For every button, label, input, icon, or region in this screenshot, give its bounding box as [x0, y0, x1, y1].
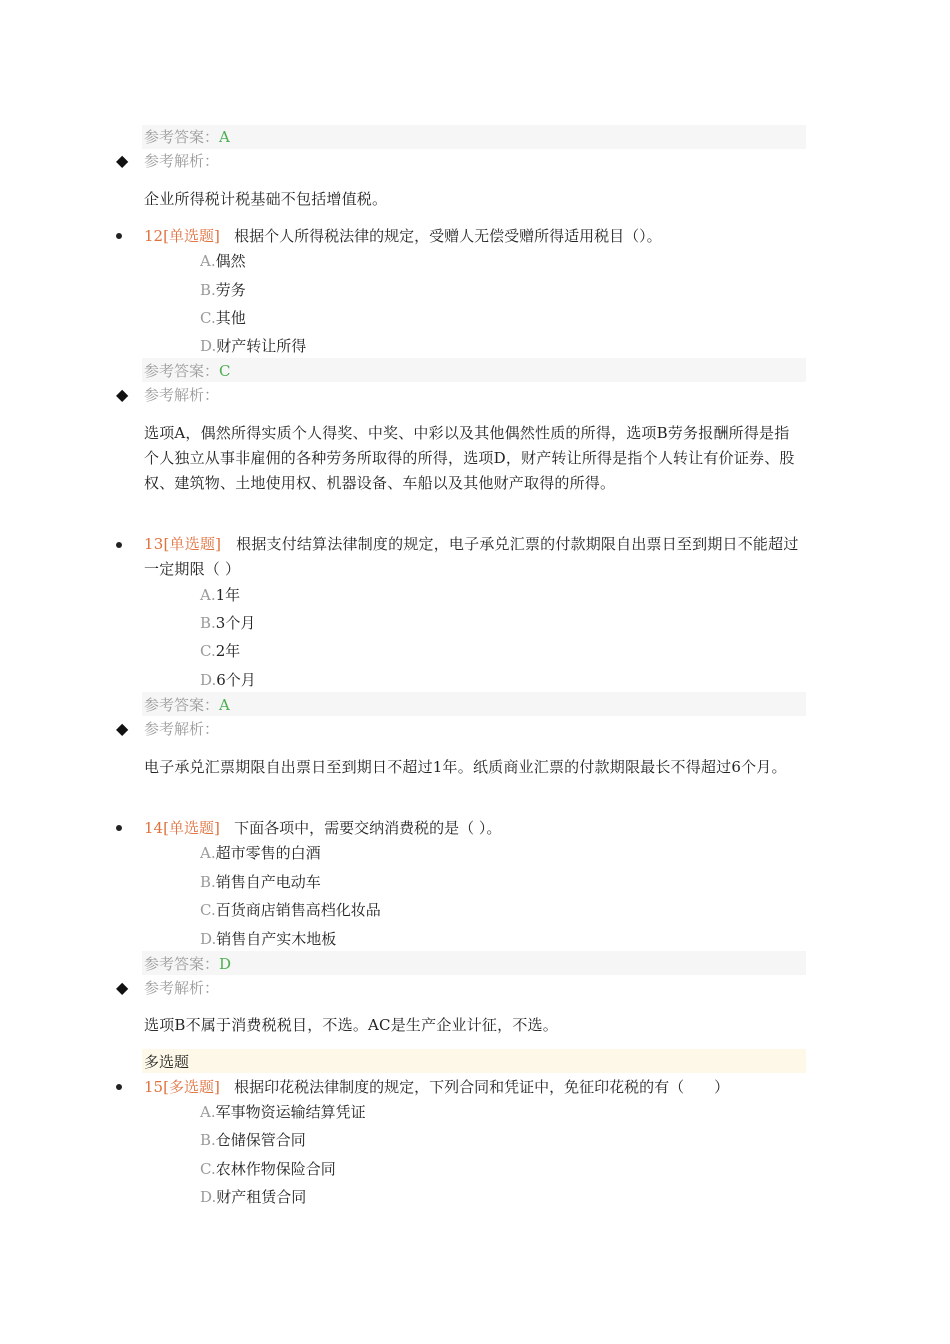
analysis-label: 参考解析： [144, 152, 220, 170]
answer-label: 参考答案： [144, 362, 220, 380]
option-letter: D. [200, 337, 217, 355]
option-text: 1年 [215, 586, 241, 604]
option-letter: B. [200, 281, 216, 299]
option-letter: A. [200, 586, 216, 604]
option-c [200, 307, 246, 329]
option-letter: B. [200, 614, 216, 632]
answer-label: 参考答案： [144, 128, 220, 146]
option-text: 财产租赁合同 [216, 1188, 307, 1206]
question-12 [144, 225, 662, 247]
analysis-text: 选项A，偶然所得实质个人得奖、中奖、中彩以及其他偶然性质的所得，选项B劳务报酬所得是指个人独立从事非雇佣的各种劳务所取得的所得，选项D，财产转让所得是指个人转让有价证券、股权、建筑物、土地使用权、机器设备、车船以及其他财产取得的所得。 [144, 424, 795, 492]
answer-value: A [219, 128, 230, 146]
answer-value: A [219, 696, 230, 714]
option-d [200, 928, 336, 950]
question-type: [单选题] [163, 227, 220, 245]
option-d [200, 669, 256, 691]
list-bullet-icon [116, 542, 122, 548]
answer-line [144, 126, 230, 148]
option-text: 销售自产电动车 [215, 873, 321, 891]
option-letter: D. [200, 1188, 217, 1206]
answer-bar [142, 125, 806, 149]
option-text: 2年 [215, 642, 241, 660]
option-letter: B. [200, 873, 216, 891]
question-type: [多选题] [163, 1078, 220, 1096]
option-c [200, 640, 240, 662]
question-text: 根据支付结算法律制度的规定，电子承兑汇票的付款期限自出票日至到期日不能超过一定期限（ ） [144, 535, 799, 578]
question-text: 下面各项中，需要交纳消费税的是（ ）。 [234, 819, 502, 837]
option-d [200, 335, 306, 357]
option-text: 百货商店销售高档化妆品 [215, 901, 381, 919]
option-a [200, 842, 321, 864]
option-letter: D. [200, 930, 217, 948]
option-letter: C. [200, 901, 216, 919]
option-a [200, 1101, 366, 1123]
option-letter: A. [200, 1103, 216, 1121]
question-15 [144, 1076, 729, 1098]
answer-label: 参考答案： [144, 955, 220, 973]
answer-value: C [219, 362, 231, 380]
question-number: 14 [144, 819, 164, 837]
list-bullet-icon [116, 825, 122, 831]
answer-line [144, 694, 230, 716]
option-b [200, 1129, 306, 1151]
answer-bar [142, 951, 806, 975]
list-bullet-icon [116, 1084, 122, 1090]
analysis-text: 电子承兑汇票期限自出票日至到期日不超过1年。纸质商业汇票的付款期限最长不得超过6个月。 [144, 758, 787, 776]
diamond-bullet-icon: ◆ [116, 978, 129, 997]
option-text: 偶然 [215, 252, 246, 270]
option-d [200, 1186, 306, 1208]
diamond-bullet-icon: ◆ [116, 719, 129, 738]
option-text: 6个月 [216, 671, 256, 689]
option-letter: C. [200, 1160, 216, 1178]
section-title: 多选题 [144, 1053, 190, 1071]
option-letter: A. [200, 844, 216, 862]
option-text: 超市零售的白酒 [215, 844, 321, 862]
question-number: 12 [144, 227, 164, 245]
answer-label: 参考答案： [144, 696, 220, 714]
option-b [200, 612, 255, 634]
option-text: 军事物资运输结算凭证 [215, 1103, 366, 1121]
answer-value: D [219, 955, 232, 973]
option-text: 销售自产实木地板 [216, 930, 337, 948]
option-b [200, 871, 321, 893]
answer-bar [142, 358, 806, 382]
option-letter: B. [200, 1131, 216, 1149]
analysis-label: 参考解析： [144, 979, 220, 997]
option-text: 其他 [215, 309, 246, 327]
section-bar [142, 1049, 806, 1073]
question-13 [144, 532, 804, 582]
question-type: [单选题] [163, 535, 222, 553]
option-a [200, 250, 246, 272]
option-a [200, 584, 240, 606]
question-text: 根据个人所得税法律的规定，受赠人无偿受赠所得适用税目（）。 [234, 227, 662, 245]
analysis-text: 企业所得税计税基础不包括增值税。 [144, 190, 388, 208]
analysis-label: 参考解析： [144, 386, 220, 404]
option-text: 财产转让所得 [216, 337, 307, 355]
option-text: 仓储保管合同 [215, 1131, 306, 1149]
option-letter: C. [200, 642, 216, 660]
option-text: 劳务 [215, 281, 246, 299]
analysis-text: 选项B不属于消费税税目，不选。AC是生产企业计征，不选。 [144, 1016, 558, 1034]
answer-line [144, 953, 231, 975]
option-b [200, 279, 246, 301]
answer-line [144, 360, 231, 382]
option-text: 3个月 [215, 614, 256, 632]
option-text: 农林作物保险合同 [215, 1160, 336, 1178]
option-letter: D. [200, 671, 217, 689]
analysis-label: 参考解析： [144, 720, 220, 738]
diamond-bullet-icon: ◆ [116, 151, 129, 170]
question-type: [单选题] [163, 819, 220, 837]
option-letter: A. [200, 252, 216, 270]
option-letter: C. [200, 309, 216, 327]
list-bullet-icon [116, 233, 122, 239]
question-text: 根据印花税法律制度的规定，下列合同和凭证中，免征印花税的有（ ） [234, 1078, 730, 1096]
question-14 [144, 817, 501, 839]
question-number: 13 [144, 535, 164, 553]
option-c [200, 1158, 336, 1180]
question-number: 15 [144, 1078, 164, 1096]
option-c [200, 899, 381, 921]
diamond-bullet-icon: ◆ [116, 385, 129, 404]
answer-bar [142, 692, 806, 716]
